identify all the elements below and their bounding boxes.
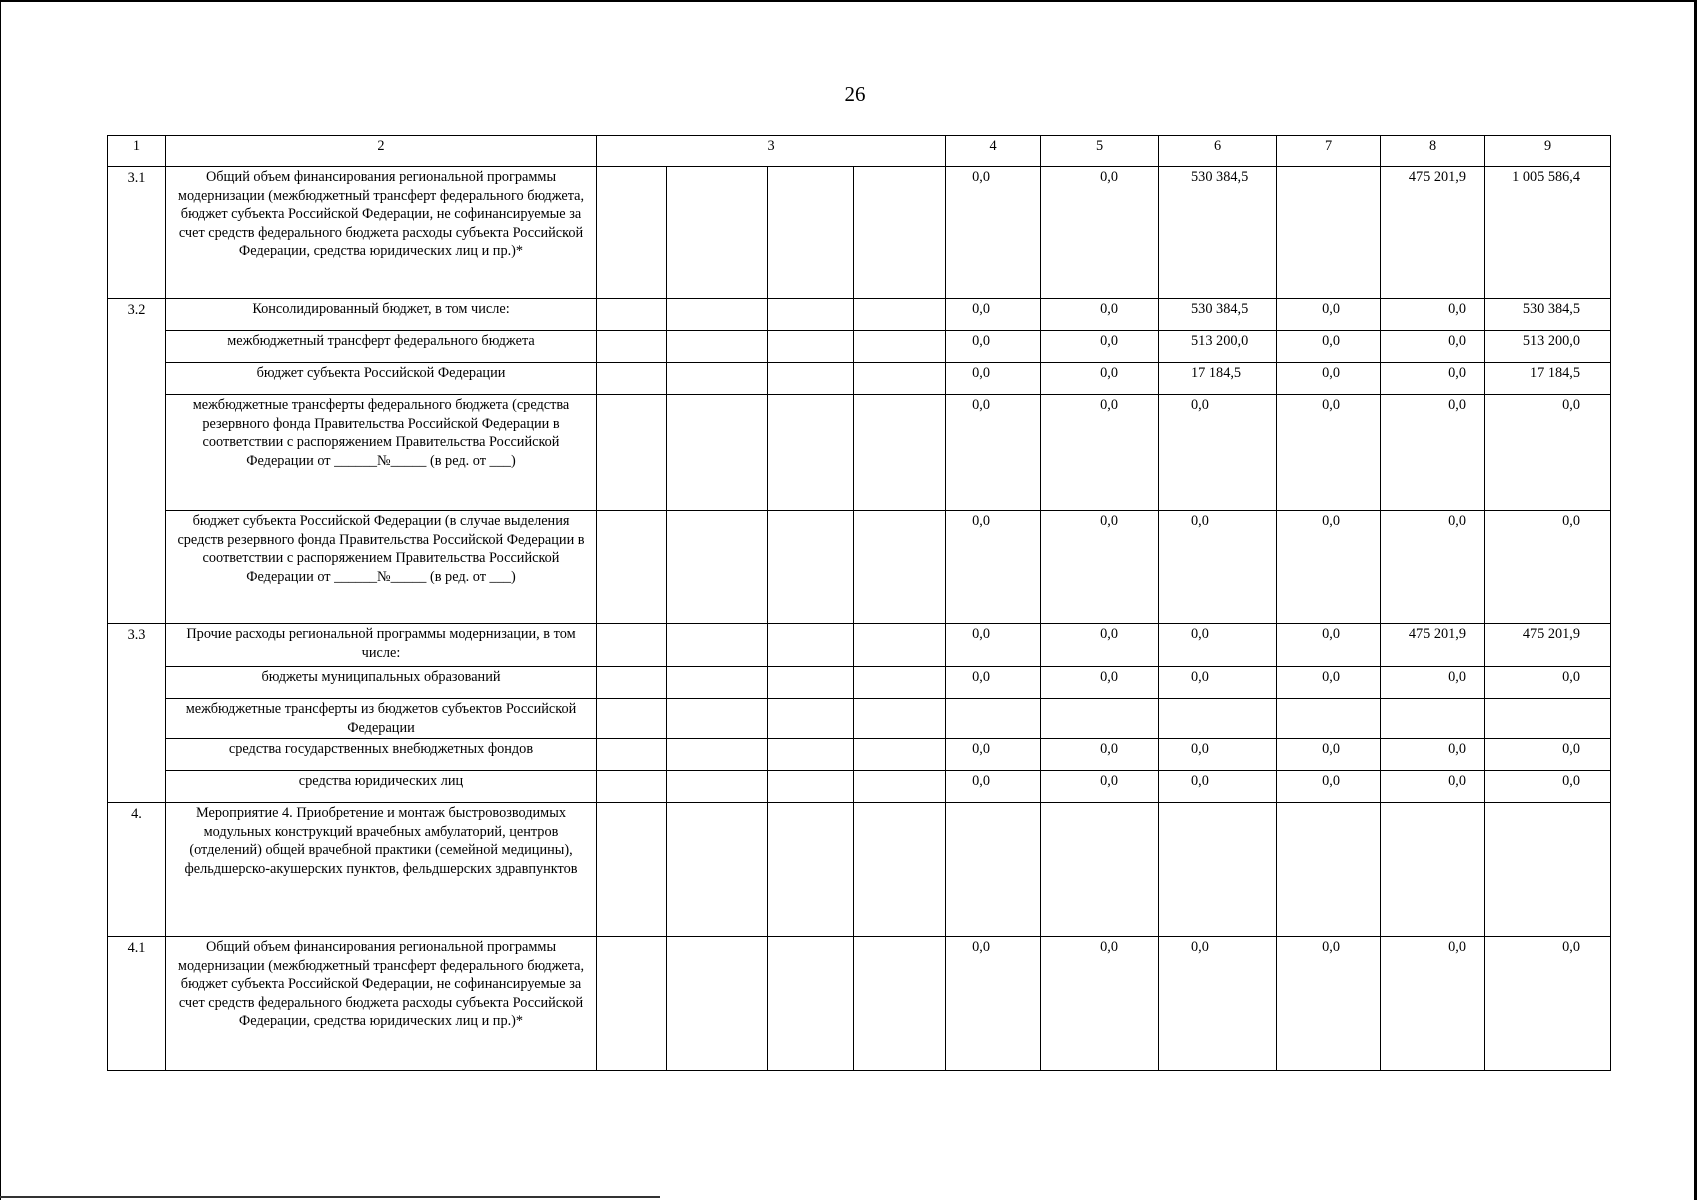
value-col6: 17 184,5 (1159, 363, 1277, 395)
row-description: межбюджетный трансферт федерального бюджета (166, 331, 597, 363)
header-cell: 4 (946, 136, 1041, 167)
value-col5: 0,0 (1041, 937, 1159, 1071)
header-cell: 7 (1277, 136, 1381, 167)
page-frame-top (0, 0, 1697, 2)
value-col9: 0,0 (1485, 395, 1611, 511)
value-col8: 0,0 (1381, 299, 1485, 331)
value-col7: 0,0 (1277, 937, 1381, 1071)
value-col6: 0,0 (1159, 739, 1277, 771)
value-col9: 475 201,9 (1485, 624, 1611, 667)
table-row (108, 299, 1611, 331)
value-col4: 0,0 (946, 395, 1041, 511)
value-col9: 0,0 (1485, 739, 1611, 771)
value-col5: 0,0 (1041, 739, 1159, 771)
row-description: Консолидированный бюджет, в том числе: (166, 299, 597, 331)
value-col8: 0,0 (1381, 363, 1485, 395)
value-col4: 0,0 (946, 331, 1041, 363)
header-cell: 2 (166, 136, 597, 167)
value-col9: 0,0 (1485, 771, 1611, 803)
table-row (108, 803, 1611, 937)
value-col5: 0,0 (1041, 511, 1159, 624)
value-col8 (1381, 699, 1485, 739)
row-description: Прочие расходы региональной программы модернизации, в том числе: (166, 624, 597, 667)
row-description: бюджеты муниципальных образований (166, 667, 597, 699)
financing-table (107, 135, 1611, 1071)
value-col5: 0,0 (1041, 624, 1159, 667)
header-cell: 6 (1159, 136, 1277, 167)
value-col7 (1277, 803, 1381, 937)
value-col8: 0,0 (1381, 511, 1485, 624)
header-cell: 9 (1485, 136, 1611, 167)
value-col8: 0,0 (1381, 667, 1485, 699)
row-description: Мероприятие 4. Приобретение и монтаж быстровозводимых модульных конструкций врачебных амбулаторий, центров (отделений) общей врачебной практики (семейной медицины), фельдшерско-акушерских пунктов, фельдшерских здравпунктов (166, 803, 597, 937)
table-row (108, 511, 1611, 624)
value-col9: 0,0 (1485, 667, 1611, 699)
value-col6: 513 200,0 (1159, 331, 1277, 363)
value-col9: 17 184,5 (1485, 363, 1611, 395)
value-col4: 0,0 (946, 167, 1041, 299)
row-description: межбюджетные трансферты из бюджетов субъектов Российской Федерации (166, 699, 597, 739)
table-row (108, 624, 1611, 667)
row-number: 3.2 (108, 299, 166, 624)
value-col4: 0,0 (946, 739, 1041, 771)
value-col8: 475 201,9 (1381, 167, 1485, 299)
row-description: Общий объем финансирования региональной программы модернизации (межбюджетный трансферт федерального бюджета, бюджет субъекта Российской Федерации, не софинансируемые за счет средств федерального бюджета расходы субъекта Российской Федерации, средства юридических лиц и пр.)* (166, 167, 597, 299)
table-row (108, 395, 1611, 511)
table-row (108, 937, 1611, 1071)
row-number: 4.1 (108, 937, 166, 1071)
value-col6: 0,0 (1159, 937, 1277, 1071)
table-row (108, 739, 1611, 771)
value-col9: 0,0 (1485, 511, 1611, 624)
value-col7: 0,0 (1277, 739, 1381, 771)
table-row (108, 331, 1611, 363)
value-col5: 0,0 (1041, 667, 1159, 699)
value-col7: 0,0 (1277, 331, 1381, 363)
table-row (108, 771, 1611, 803)
table-row (108, 167, 1611, 299)
value-col8: 475 201,9 (1381, 624, 1485, 667)
row-number: 3.3 (108, 624, 166, 803)
value-col6: 530 384,5 (1159, 167, 1277, 299)
value-col4: 0,0 (946, 299, 1041, 331)
header-cell: 8 (1381, 136, 1485, 167)
value-col4: 0,0 (946, 624, 1041, 667)
row-description: бюджет субъекта Российской Федерации (166, 363, 597, 395)
row-description: Общий объем финансирования региональной программы модернизации (межбюджетный трансферт федерального бюджета, бюджет субъекта Российской Федерации, не софинансируемые за счет средств федерального бюджета расходы субъекта Российской Федерации, средства юридических лиц и пр.)* (166, 937, 597, 1071)
header-cell: 3 (597, 136, 946, 167)
value-col5: 0,0 (1041, 167, 1159, 299)
value-col5: 0,0 (1041, 363, 1159, 395)
row-description: межбюджетные трансферты федерального бюджета (средства резервного фонда Правительства Российской Федерации в соответствии с распоряжением Правительства Российской Федерации от ______№_____ (в ред. от ___) (166, 395, 597, 511)
value-col6: 0,0 (1159, 624, 1277, 667)
value-col4: 0,0 (946, 363, 1041, 395)
value-col4 (946, 699, 1041, 739)
value-col6: 0,0 (1159, 511, 1277, 624)
value-col9: 530 384,5 (1485, 299, 1611, 331)
value-col4: 0,0 (946, 511, 1041, 624)
page-frame-bottom (0, 1196, 660, 1198)
value-col5: 0,0 (1041, 331, 1159, 363)
table-row (108, 363, 1611, 395)
value-col5 (1041, 803, 1159, 937)
value-col4: 0,0 (946, 667, 1041, 699)
value-col7: 0,0 (1277, 511, 1381, 624)
row-number: 3.1 (108, 167, 166, 299)
value-col7: 0,0 (1277, 299, 1381, 331)
value-col5: 0,0 (1041, 771, 1159, 803)
value-col6: 0,0 (1159, 667, 1277, 699)
value-col9: 513 200,0 (1485, 331, 1611, 363)
page-frame-left (0, 0, 1, 1200)
value-col4: 0,0 (946, 937, 1041, 1071)
page-number: 26 (844, 82, 866, 106)
value-col7: 0,0 (1277, 771, 1381, 803)
value-col9: 0,0 (1485, 937, 1611, 1071)
row-number: 4. (108, 803, 166, 937)
value-col4 (946, 803, 1041, 937)
table-row (108, 699, 1611, 739)
value-col7: 0,0 (1277, 667, 1381, 699)
value-col5 (1041, 699, 1159, 739)
value-col7 (1277, 167, 1381, 299)
value-col9 (1485, 803, 1611, 937)
value-col7 (1277, 699, 1381, 739)
value-col8: 0,0 (1381, 395, 1485, 511)
value-col6: 530 384,5 (1159, 299, 1277, 331)
value-col7: 0,0 (1277, 395, 1381, 511)
row-description: средства государственных внебюджетных фондов (166, 739, 597, 771)
header-row (108, 136, 1611, 167)
row-description: бюджет субъекта Российской Федерации (в случае выделения средств резервного фонда Правительства Российской Федерации в соответствии с распоряжением Правительства Российской Федерации от ______№_____ (в ред. от ___) (166, 511, 597, 624)
row-description: средства юридических лиц (166, 771, 597, 803)
value-col7: 0,0 (1277, 363, 1381, 395)
value-col8: 0,0 (1381, 331, 1485, 363)
header-cell: 5 (1041, 136, 1159, 167)
value-col6 (1159, 699, 1277, 739)
value-col8: 0,0 (1381, 771, 1485, 803)
header-cell: 1 (108, 136, 166, 167)
value-col6: 0,0 (1159, 771, 1277, 803)
value-col8: 0,0 (1381, 937, 1485, 1071)
table-row (108, 667, 1611, 699)
value-col4: 0,0 (946, 771, 1041, 803)
value-col8 (1381, 803, 1485, 937)
value-col8: 0,0 (1381, 739, 1485, 771)
value-col5: 0,0 (1041, 395, 1159, 511)
value-col5: 0,0 (1041, 299, 1159, 331)
value-col9 (1485, 699, 1611, 739)
value-col9: 1 005 586,4 (1485, 167, 1611, 299)
value-col6 (1159, 803, 1277, 937)
value-col7: 0,0 (1277, 624, 1381, 667)
value-col6: 0,0 (1159, 395, 1277, 511)
